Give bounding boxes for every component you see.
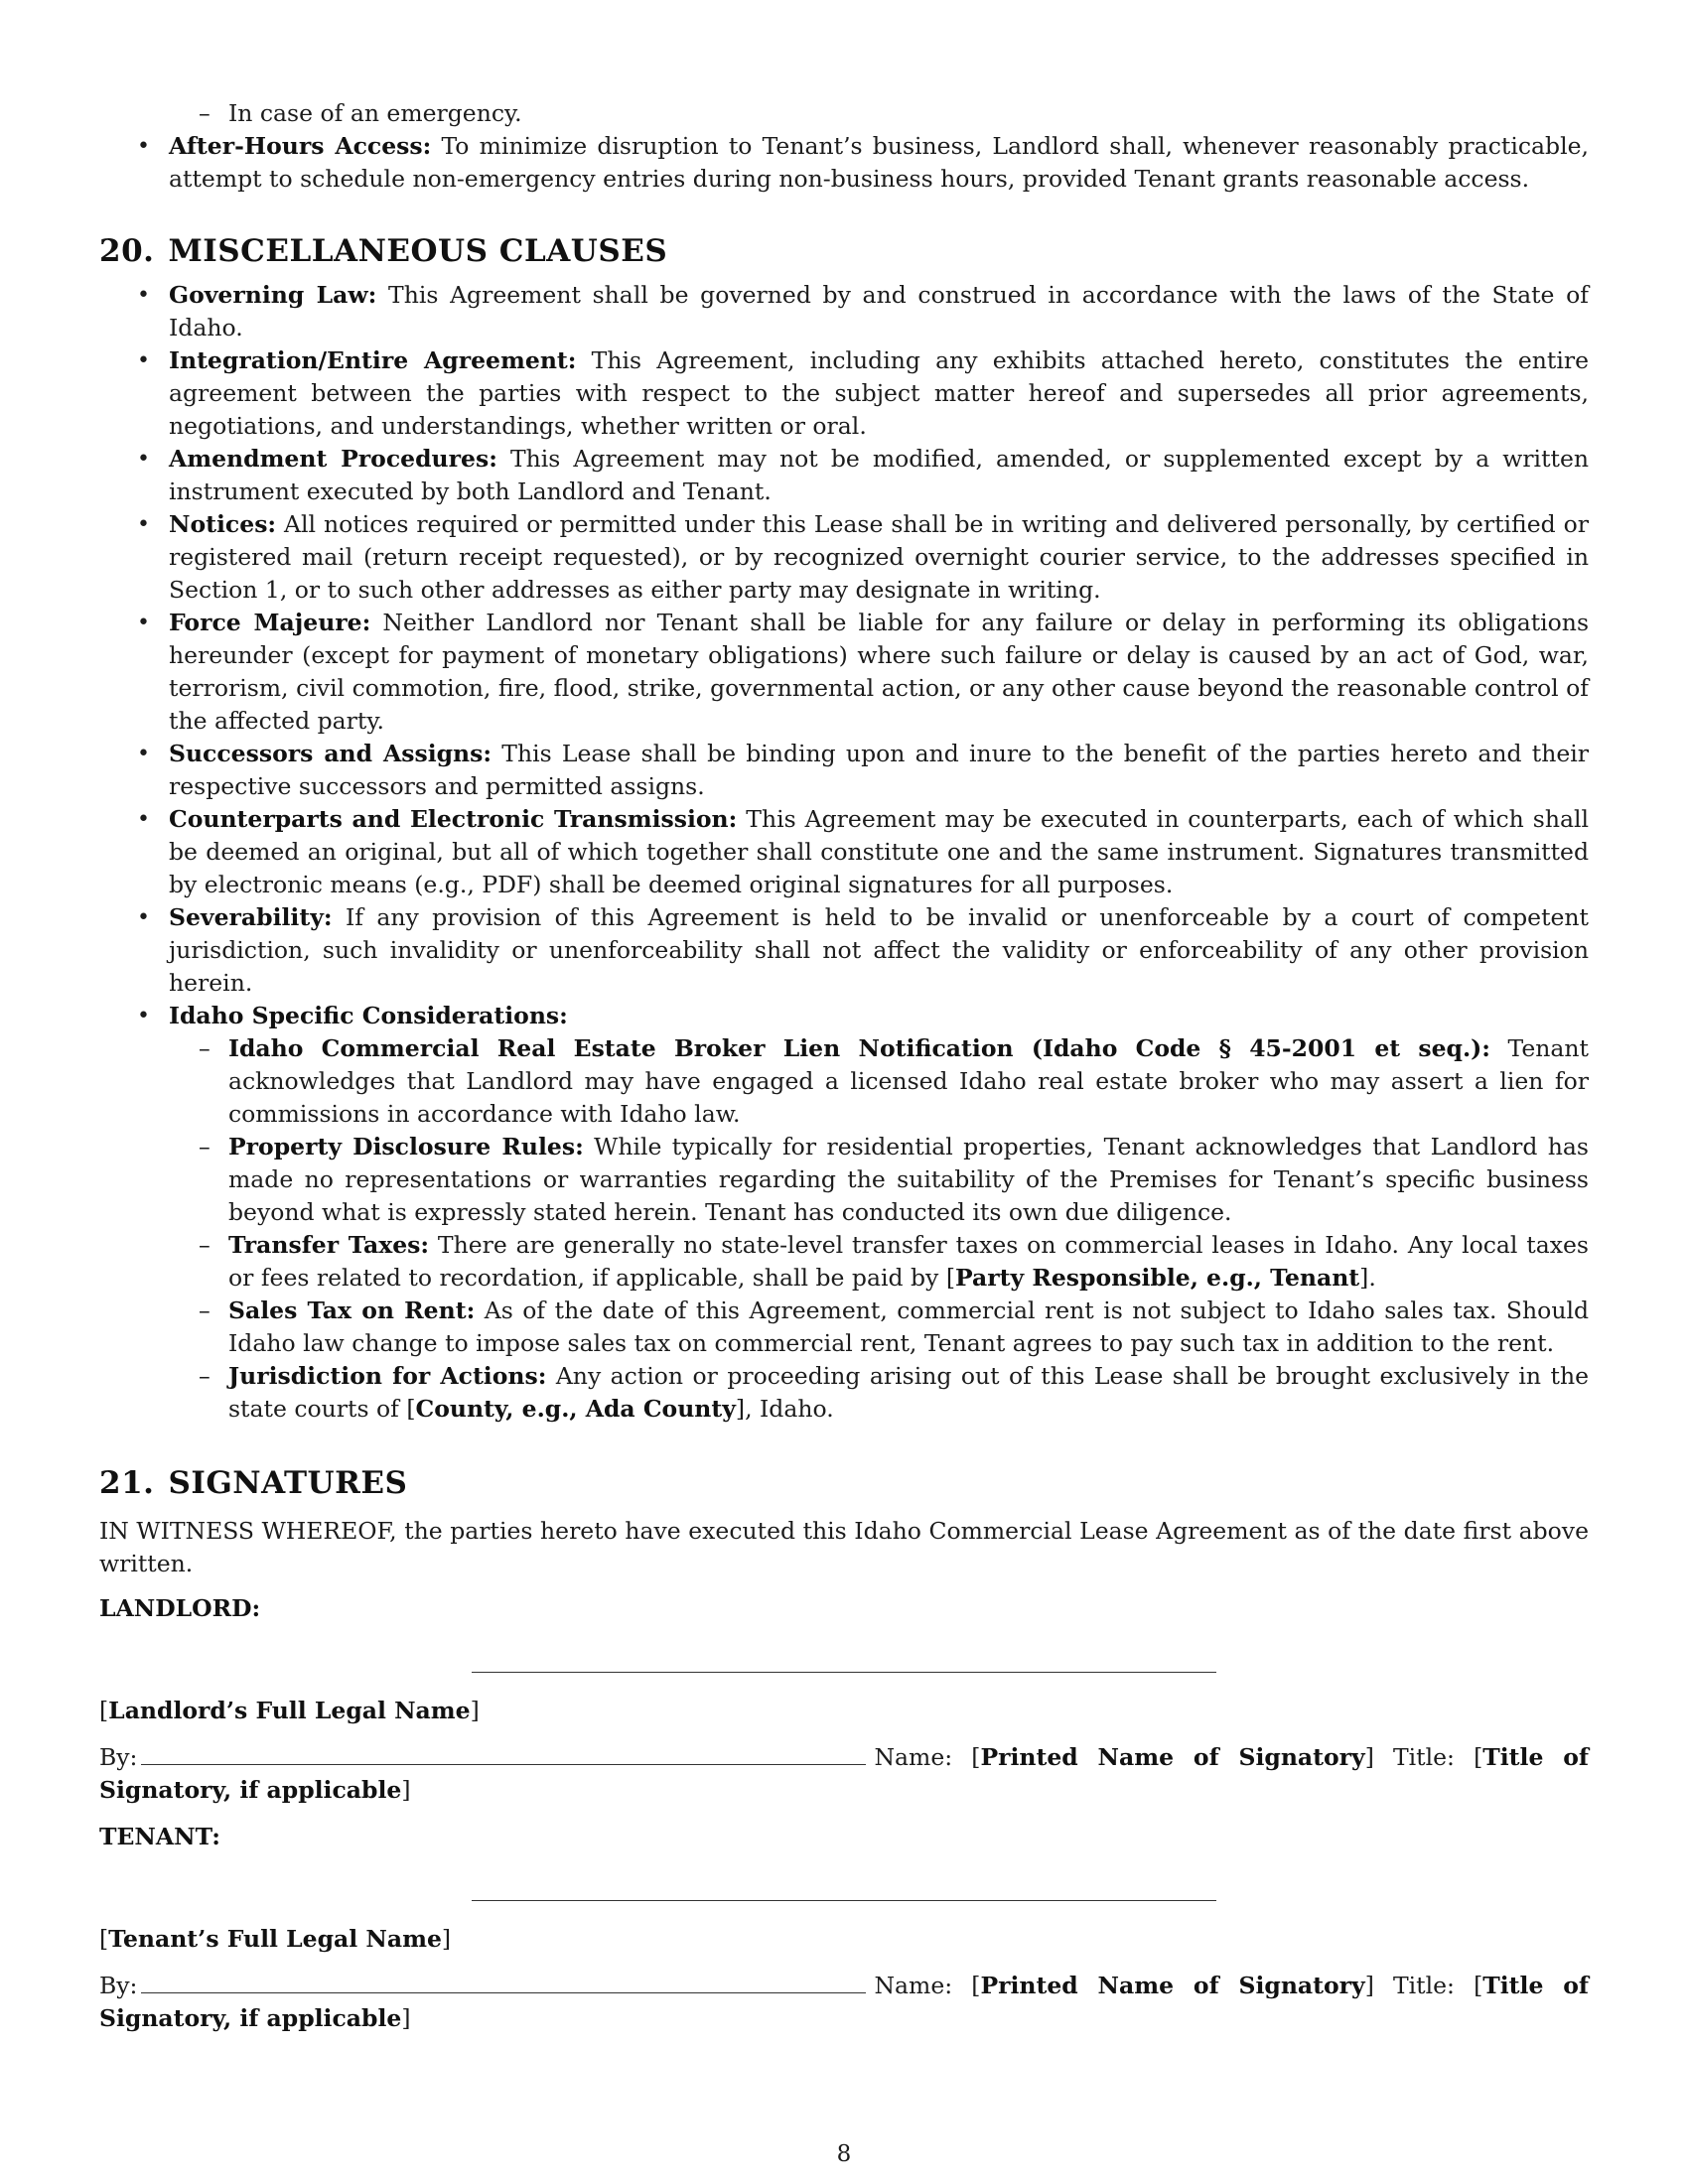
clause-force-majeure: [99, 607, 1589, 738]
misc-clauses-list: [99, 279, 1589, 1426]
bracket: ]: [401, 1776, 411, 1804]
clause-text: This Agreement, including any exhibits attached hereto, constitutes the entire agreement between the parties with respect to the subject matter hereof and supersedes all prior agreements, negotiations, and understandings, whether written or oral.: [169, 346, 1589, 440]
clause-label: Notices:: [169, 510, 277, 538]
subclause-text: Tenant acknowledges that Landlord may have engaged a licensed Idaho real estate broker who may assert a lien for commissions in accordance with Idaho law.: [228, 1034, 1589, 1128]
subclause-label: Jurisdiction for Actions:: [228, 1362, 547, 1390]
subclause-text: As of the date of this Agreement, commercial rent is not subject to Idaho sales tax. Should Idaho law change to impose sales tax on commercial rent, Tenant agrees to pay such tax in addition to the rent.: [228, 1297, 1590, 1357]
tenant-heading: [99, 1821, 1589, 1853]
section-20-number: 20.: [99, 233, 155, 269]
subclause-text-end: , Idaho.: [745, 1395, 834, 1423]
clause-text: This Agreement may not be modified, amended, or supplemented except by a written instrument executed by both Landlord and Tenant.: [169, 445, 1590, 505]
section-21-number: 21.: [99, 1465, 155, 1501]
tenant-signature-line[interactable]: [472, 1899, 1216, 1901]
landlord-by-line: [99, 1741, 1589, 1807]
bracket: ]: [401, 2004, 411, 2032]
placeholder-party: Party Responsible, e.g., Tenant: [954, 1264, 1360, 1292]
placeholder-county: County, e.g., Ada County: [415, 1395, 736, 1423]
title-placeholder: Title of Signatory, if applicable: [99, 1972, 1589, 2032]
landlord-heading: [99, 1592, 1589, 1625]
subclause-label: Sales Tax on Rent:: [228, 1297, 476, 1324]
clause-label: Integration/Entire Agreement:: [169, 346, 577, 374]
landlord-legal-name: [99, 1695, 1589, 1727]
emergency-subitem: [169, 97, 1589, 130]
clause-label: Counterparts and Electronic Transmission:: [169, 805, 738, 833]
clause-governing-law: [99, 279, 1589, 344]
bracket: [: [99, 1925, 109, 1953]
clause-text: Neither Landlord nor Tenant shall be liable for any failure or delay in performing its obligations hereunder (except for payment of monetary obligations) where such failure or delay is caused by an act of God, war, terrorism, civil commotion, fire, flood, strike, governmental action, or any other cause beyond the reasonable control of the affected party.: [169, 609, 1590, 735]
bracket: ]: [735, 1395, 746, 1423]
clause-amendment: [99, 443, 1589, 508]
document-page: [99, 97, 1589, 2035]
clause-idaho-specific: [99, 1000, 1589, 1426]
printed-name-placeholder: Printed Name of Signatory: [980, 1743, 1365, 1771]
section-21-title: SIGNATURES: [168, 1465, 408, 1501]
section-20-heading: [99, 231, 1589, 271]
bracket: ].: [1359, 1264, 1376, 1292]
emergency-subitem-text: In case of an emergency.: [228, 99, 522, 127]
clause-integration: [99, 344, 1589, 443]
bracket: ]: [441, 1925, 452, 1953]
clause-label: Successors and Assigns:: [169, 740, 492, 767]
tenant-name-placeholder: Tenant’s Full Legal Name: [108, 1925, 442, 1953]
subclause-label: Transfer Taxes:: [228, 1231, 430, 1259]
idaho-broker-lien: [169, 1032, 1589, 1131]
name-label: Name:: [874, 1972, 953, 1999]
section-21-heading: [99, 1463, 1589, 1503]
tenant-by-line: [99, 1970, 1589, 2035]
landlord-name-placeholder: Landlord’s Full Legal Name: [108, 1697, 471, 1724]
bracket: [: [952, 1972, 981, 1999]
clause-severability: [99, 901, 1589, 1000]
subclause-label: Property Disclosure Rules:: [228, 1133, 584, 1160]
clause-counterparts: [99, 803, 1589, 901]
tenant-heading-text: TENANT:: [99, 1823, 220, 1850]
idaho-transfer-taxes: [169, 1229, 1589, 1295]
landlord-by-signature-field[interactable]: [141, 1742, 866, 1765]
after-hours-list: [99, 130, 1589, 196]
title-label: Title:: [1373, 1743, 1455, 1771]
by-label: By:: [99, 1972, 138, 1999]
idaho-jurisdiction: [169, 1360, 1589, 1426]
bracket: [: [406, 1395, 416, 1423]
subclause-text: Any action or proceeding arising out of this Lease shall be brought exclusively in the state courts of: [228, 1362, 1589, 1423]
clause-text: This Agreement shall be governed by and construed in accordance with the laws of the State of Idaho.: [169, 281, 1589, 341]
witness-paragraph: IN WITNESS WHEREOF, the parties hereto have executed this Idaho Commercial Lease Agreement as of the date first above written.: [99, 1517, 1589, 1577]
printed-name-placeholder: Printed Name of Signatory: [980, 1972, 1365, 1999]
bracket: [: [952, 1743, 981, 1771]
continued-sublist: [169, 97, 1589, 130]
subclause-text: There are generally no state-level transfer taxes on commercial leases in Idaho. Any local taxes or fees related to recordation, if applicable, shall be paid by: [228, 1231, 1589, 1292]
subclause-label: Idaho Commercial Real Estate Broker Lien Notification (Idaho Code § 45-2001 et seq.):: [228, 1034, 1490, 1062]
clause-label: Governing Law:: [169, 281, 377, 309]
clause-text: All notices required or permitted under this Lease shall be in writing and delivered personally, by certified or registered mail (return receipt requested), or by recognized overnight courier service, to the addresses specified in Section 1, or to such other addresses as either party may designate in writing.: [169, 510, 1589, 604]
bracket: [: [945, 1264, 955, 1292]
clause-label: Force Majeure:: [169, 609, 371, 636]
tenant-legal-name: [99, 1923, 1589, 1956]
tenant-by-signature-field[interactable]: [141, 1971, 866, 1993]
bracket: [: [1454, 1743, 1483, 1771]
bracket: [: [99, 1697, 109, 1724]
idaho-sublist: [169, 1032, 1589, 1426]
title-placeholder: Title of Signatory, if applicable: [99, 1743, 1589, 1804]
bracket: ]: [470, 1697, 480, 1724]
after-hours-label: After-Hours Access:: [169, 132, 432, 160]
clause-text: If any provision of this Agreement is held to be invalid or unenforceable by a court of competent jurisdiction, such invalidity or unenforceability shall not affect the validity or enforceability of any other provision herein.: [169, 903, 1589, 997]
clause-successors: [99, 738, 1589, 803]
clause-label: Idaho Specific Considerations:: [169, 1002, 568, 1029]
bracket: [: [1454, 1972, 1483, 1999]
title-label: Title:: [1373, 1972, 1455, 1999]
clause-label: Severability:: [169, 903, 333, 931]
bracket: ]: [1364, 1743, 1374, 1771]
after-hours-text: To minimize disruption to Tenant’s business, Landlord shall, whenever reasonably practicable, attempt to schedule non-emergency entries during non-business hours, provided Tenant grants reasonable access.: [169, 132, 1589, 193]
after-hours-item: [99, 130, 1589, 196]
clause-notices: [99, 508, 1589, 607]
idaho-sales-tax: [169, 1295, 1589, 1360]
page-number: 8: [836, 2141, 852, 2167]
subclause-text: While typically for residential properties, Tenant acknowledges that Landlord has made no representations or warranties regarding the suitability of the Premises for Tenant’s specific business beyond what is expressly stated herein. Tenant has conducted its own due diligence.: [228, 1133, 1589, 1226]
clause-label: Amendment Procedures:: [169, 445, 497, 473]
by-label: By:: [99, 1743, 138, 1771]
idaho-disclosure: [169, 1131, 1589, 1229]
clause-text: This Agreement may be executed in counterparts, each of which shall be deemed an original, but all of which together shall constitute one and the same instrument. Signatures transmitted by electronic means (e.g., PDF) shall be deemed original signatures for all purposes.: [169, 805, 1589, 898]
section-20-title: MISCELLANEOUS CLAUSES: [168, 233, 668, 269]
bracket: ]: [1364, 1972, 1374, 1999]
clause-text: This Lease shall be binding upon and inure to the benefit of the parties hereto and their respective successors and permitted assigns.: [169, 740, 1589, 800]
landlord-heading-text: LANDLORD:: [99, 1594, 261, 1622]
name-label: Name:: [874, 1743, 953, 1771]
landlord-signature-line[interactable]: [472, 1671, 1216, 1673]
